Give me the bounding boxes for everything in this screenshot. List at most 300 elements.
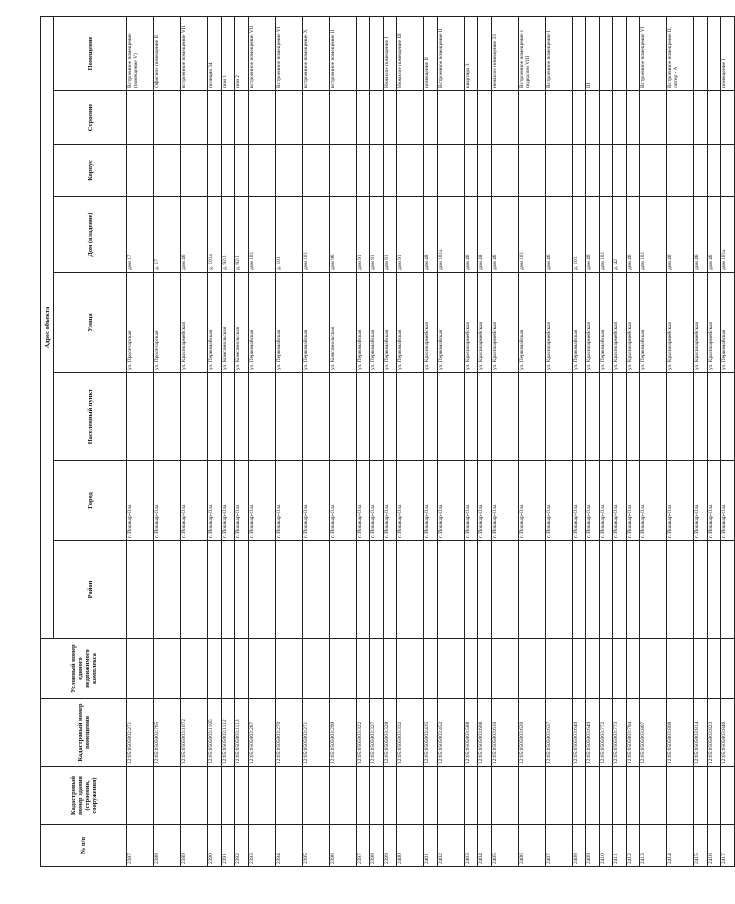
cell-building-cadastral (397, 767, 424, 825)
cell-settlement (491, 373, 518, 461)
cell-district (383, 541, 397, 639)
cell-settlement (545, 373, 572, 461)
cell-settlement (181, 373, 208, 461)
cell-structure (424, 91, 438, 145)
cell-district (613, 541, 627, 639)
cell-conditional-number (397, 639, 424, 699)
cell-conditional-number (329, 639, 356, 699)
cell-house: дом 48 (424, 197, 438, 273)
cell-room: встроенное помещение VII (248, 16, 275, 90)
cell-num: 2409 (586, 825, 600, 867)
cell-settlement (329, 373, 356, 461)
table-row (545, 16, 572, 866)
cell-house: дом 46 (694, 197, 708, 273)
table-row (181, 16, 208, 866)
cell-city: г. Йошкар-Ола (518, 461, 545, 541)
cell-room: помещение II (424, 16, 438, 90)
cell-house: дом 101а (721, 197, 735, 273)
cell-building (370, 145, 384, 197)
cell-settlement (208, 373, 222, 461)
cell-street: ул. Комсомольская (221, 273, 235, 373)
cell-conditional-number (478, 639, 492, 699)
cell-num: 2387 (127, 825, 154, 867)
table-row (329, 16, 356, 866)
cell-room: Встроенное помещение I (545, 16, 572, 90)
cell-conditional-number (518, 639, 545, 699)
cell-district (478, 541, 492, 639)
cell-house: дом 91 (397, 197, 424, 273)
cell-room-cadastral: 12:05:0505003:807 (640, 699, 667, 767)
cell-house: дом 46 (545, 197, 572, 273)
cell-settlement (626, 373, 640, 461)
header-district: Район (54, 541, 127, 639)
cell-settlement (613, 373, 627, 461)
cell-district (572, 541, 586, 639)
cell-room-cadastral: 12:05:0505003:846 (721, 699, 735, 767)
cell-city: г. Йошкар-Ола (721, 461, 735, 541)
cell-settlement (586, 373, 600, 461)
table-row (397, 16, 424, 866)
cell-city: г. Йошкар-Ола (586, 461, 600, 541)
cell-district (181, 541, 208, 639)
cell-structure (370, 91, 384, 145)
cell-room: Встроенное помещение II, литер - А (667, 16, 694, 90)
cell-building-cadastral (302, 767, 329, 825)
cell-house: д. 92/1 (235, 197, 249, 273)
cell-structure (464, 91, 478, 145)
cell-num: 2391 (221, 825, 235, 867)
cell-building-cadastral (127, 767, 154, 825)
table-row (640, 16, 667, 866)
cell-district (599, 541, 613, 639)
cell-room (613, 16, 627, 90)
cell-building-cadastral (275, 767, 302, 825)
cell-building (383, 145, 397, 197)
cell-city: г. Йошкар-Ола (478, 461, 492, 541)
cell-building (248, 145, 275, 197)
cell-room-cadastral: 12:05:0505003:814 (694, 699, 708, 767)
cell-building-cadastral (181, 767, 208, 825)
cell-district (302, 541, 329, 639)
cell-room-cadastral: 12:05:0505003:794 (626, 699, 640, 767)
cell-district (437, 541, 464, 639)
cell-room: Офисное помещение II (154, 16, 181, 90)
cell-conditional-number (302, 639, 329, 699)
cell-settlement (694, 373, 708, 461)
cell-num: 2388 (154, 825, 181, 867)
header-building-cadastral: Кадастровый номер здания (строения, сооружения) (41, 767, 127, 825)
property-table (40, 16, 735, 867)
cell-building-cadastral (545, 767, 572, 825)
cell-room (626, 16, 640, 90)
cell-house: дом 101а (437, 197, 464, 273)
cell-room-cadastral: 12:05:0505003:772 (599, 699, 613, 767)
cell-conditional-number (613, 639, 627, 699)
cell-room-cadastral: 12:05:0505003:588 (464, 699, 478, 767)
cell-num: 2397 (356, 825, 370, 867)
cell-structure (181, 91, 208, 145)
cell-house: д. 92/1 (221, 197, 235, 273)
cell-building-cadastral (154, 767, 181, 825)
cell-room: квартира 3 (464, 16, 478, 90)
cell-settlement (518, 373, 545, 461)
cell-room-cadastral: 12:05:0505003:267 (248, 699, 275, 767)
table-row (586, 16, 600, 866)
table-row (437, 16, 464, 866)
cell-building (235, 145, 249, 197)
cell-street: ул. Первомайская (208, 273, 222, 373)
cell-room: Встроенное помещение II (437, 16, 464, 90)
cell-city: г. Йошкар-Ола (329, 461, 356, 541)
cell-house: дом 91 (383, 197, 397, 273)
cell-room-cadastral: 12:05:0505003:823 (707, 699, 721, 767)
table-row (248, 16, 275, 866)
cell-building-cadastral (208, 767, 222, 825)
cell-room: нежилое помещение 33 (491, 16, 518, 90)
cell-building (154, 145, 181, 197)
cell-street: ул. Красноармейская (491, 273, 518, 373)
cell-street: ул. Первомайская (437, 273, 464, 373)
cell-city: г. Йошкар-Ола (302, 461, 329, 541)
cell-structure (721, 91, 735, 145)
cell-structure (275, 91, 302, 145)
cell-conditional-number (572, 639, 586, 699)
cell-structure (235, 91, 249, 145)
cell-num: 2408 (572, 825, 586, 867)
cell-room-cadastral: 12:05:0505003:608 (478, 699, 492, 767)
cell-room-cadastral: 12:05:0505003:270 (275, 699, 302, 767)
table-row (491, 16, 518, 866)
cell-house: дом 96 (329, 197, 356, 273)
cell-structure (518, 91, 545, 145)
table-row (370, 16, 384, 866)
cell-num: 2415 (694, 825, 708, 867)
cell-conditional-number (275, 639, 302, 699)
cell-street: ул. Пролетарская (154, 273, 181, 373)
cell-structure (667, 91, 694, 145)
cell-street: ул. Первомайская (275, 273, 302, 373)
table-row (208, 16, 222, 866)
cell-building (640, 145, 667, 197)
cell-room-cadastral: 12:05:0505003:328 (383, 699, 397, 767)
header-num: № п/п (41, 825, 127, 867)
cell-city: г. Йошкар-Ола (694, 461, 708, 541)
table-row (127, 16, 154, 866)
cell-building-cadastral (329, 767, 356, 825)
cell-building (302, 145, 329, 197)
cell-num: 2396 (329, 825, 356, 867)
cell-conditional-number (667, 639, 694, 699)
cell-building (478, 145, 492, 197)
cell-conditional-number (437, 639, 464, 699)
cell-conditional-number (356, 639, 370, 699)
cell-building (491, 145, 518, 197)
cell-building (721, 145, 735, 197)
cell-building-cadastral (491, 767, 518, 825)
header-house: Дом (владение) (54, 197, 127, 273)
cell-house: дом 17 (127, 197, 154, 273)
cell-building (437, 145, 464, 197)
cell-city: г. Йошкар-Ола (707, 461, 721, 541)
cell-district (640, 541, 667, 639)
cell-house: дом 91 (356, 197, 370, 273)
cell-room (694, 16, 708, 90)
cell-district (464, 541, 478, 639)
cell-settlement (383, 373, 397, 461)
cell-building (356, 145, 370, 197)
cell-room (478, 16, 492, 90)
cell-building (518, 145, 545, 197)
cell-district (491, 541, 518, 639)
cell-conditional-number (221, 639, 235, 699)
cell-structure (154, 91, 181, 145)
table-row (518, 16, 545, 866)
cell-street: ул. Красноармейская (613, 273, 627, 373)
cell-structure (127, 91, 154, 145)
cell-house: дом 101 (599, 197, 613, 273)
cell-district (248, 541, 275, 639)
cell-settlement (478, 373, 492, 461)
cell-room: Нежилое помещение III (397, 16, 424, 90)
cell-structure (572, 91, 586, 145)
cell-house: д. 17 (154, 197, 181, 273)
cell-building-cadastral (370, 767, 384, 825)
cell-settlement (356, 373, 370, 461)
cell-structure (640, 91, 667, 145)
cell-room-cadastral: 12:05:0505003:271 (302, 699, 329, 767)
cell-room-cadastral: 12:05:0505003:640 (572, 699, 586, 767)
cell-room: встроенное помещение II (329, 16, 356, 90)
cell-conditional-number (640, 639, 667, 699)
cell-num: 2411 (613, 825, 627, 867)
cell-building-cadastral (707, 767, 721, 825)
cell-num: 2390 (208, 825, 222, 867)
cell-building-cadastral (464, 767, 478, 825)
cell-settlement (667, 373, 694, 461)
cell-settlement (599, 373, 613, 461)
cell-building-cadastral (235, 767, 249, 825)
cell-room: пом 2 (235, 16, 249, 90)
cell-room-cadastral: 12:05:0505003:637 (545, 699, 572, 767)
cell-building-cadastral (667, 767, 694, 825)
cell-building-cadastral (599, 767, 613, 825)
cell-num: 2413 (640, 825, 667, 867)
cell-street: ул. Красноармейская (667, 273, 694, 373)
cell-structure (613, 91, 627, 145)
cell-district (626, 541, 640, 639)
cell-conditional-number (721, 639, 735, 699)
cell-room: Встроенное помещение с подвалом VIII (518, 16, 545, 90)
cell-city: г. Йошкар-Ола (667, 461, 694, 541)
cell-num: 2400 (397, 825, 424, 867)
cell-settlement (437, 373, 464, 461)
cell-house: дом 46 (491, 197, 518, 273)
cell-conditional-number (208, 639, 222, 699)
cell-num: 2406 (518, 825, 545, 867)
cell-building-cadastral (586, 767, 600, 825)
cell-street: ул. Первомайская (599, 273, 613, 373)
table-body (127, 16, 735, 866)
table-row (302, 16, 329, 866)
cell-street: ул. Комсомольская (235, 273, 249, 373)
cell-district (518, 541, 545, 639)
cell-city: г. Йошкар-Ола (626, 461, 640, 541)
cell-house: д. 101а (208, 197, 222, 273)
cell-district (127, 541, 154, 639)
cell-room-cadastral: 12:05:0505003:435 (424, 699, 438, 767)
cell-building-cadastral (626, 767, 640, 825)
cell-city: г. Йошкар-Ола (464, 461, 478, 541)
cell-room-cadastral: 12:05:0505003:808 (667, 699, 694, 767)
cell-structure (208, 91, 222, 145)
cell-building (464, 145, 478, 197)
table-row (721, 16, 735, 866)
cell-structure (707, 91, 721, 145)
header-conditional-number: Условный номер единого недвижимого комплекса (41, 639, 127, 699)
cell-district (235, 541, 249, 639)
cell-num: 2414 (667, 825, 694, 867)
cell-num: 2393 (248, 825, 275, 867)
cell-building (667, 145, 694, 197)
table-row (424, 16, 438, 866)
cell-district (424, 541, 438, 639)
cell-building (424, 145, 438, 197)
cell-building-cadastral (721, 767, 735, 825)
cell-district (721, 541, 735, 639)
cell-district (275, 541, 302, 639)
cell-city: г. Йошкар-Ола (383, 461, 397, 541)
cell-building (127, 145, 154, 197)
cell-city: г. Йошкар-Ола (275, 461, 302, 541)
cell-street: ул. Первомайская (640, 273, 667, 373)
cell-room-cadastral: 12:05:0505002:271 (127, 699, 154, 767)
cell-structure (397, 91, 424, 145)
cell-num: 2402 (437, 825, 464, 867)
cell-settlement (464, 373, 478, 461)
cell-city: г. Йошкар-Ола (613, 461, 627, 541)
cell-conditional-number (464, 639, 478, 699)
cell-conditional-number (370, 639, 384, 699)
cell-structure (329, 91, 356, 145)
cell-street: ул. Комсомольская (329, 273, 356, 373)
cell-building-cadastral (478, 767, 492, 825)
cell-building (275, 145, 302, 197)
cell-settlement (221, 373, 235, 461)
table-row (235, 16, 249, 866)
cell-street: ул. Красноармейская (424, 273, 438, 373)
cell-settlement (640, 373, 667, 461)
cell-house: дом 46 (707, 197, 721, 273)
cell-building-cadastral (437, 767, 464, 825)
cell-room: III (586, 16, 600, 90)
cell-conditional-number (181, 639, 208, 699)
cell-house: д. 42 (613, 197, 627, 273)
cell-city: г. Йошкар-Ола (640, 461, 667, 541)
cell-room-cadastral: 12:05:0505003:1105 (208, 699, 222, 767)
cell-building-cadastral (383, 767, 397, 825)
cell-room (572, 16, 586, 90)
cell-num: 2394 (275, 825, 302, 867)
cell-district (667, 541, 694, 639)
cell-settlement (127, 373, 154, 461)
cell-street: ул. Красноармейская (694, 273, 708, 373)
header-settlement: Населенный пункт (54, 373, 127, 461)
cell-district (329, 541, 356, 639)
cell-city: г. Йошкар-Ола (572, 461, 586, 541)
cell-room: пом 1 (221, 16, 235, 90)
cell-room: встроенное помещение VII (181, 16, 208, 90)
cell-structure (626, 91, 640, 145)
cell-house: дом 48 (478, 197, 492, 273)
table-row (572, 16, 586, 866)
cell-num: 2389 (181, 825, 208, 867)
cell-conditional-number (235, 639, 249, 699)
cell-settlement (154, 373, 181, 461)
cell-room (370, 16, 384, 90)
cell-structure (491, 91, 518, 145)
cell-house: дом 46 (626, 197, 640, 273)
cell-conditional-number (127, 639, 154, 699)
cell-city: г. Йошкар-Ола (221, 461, 235, 541)
cell-num: 2404 (478, 825, 492, 867)
header-street: Улица (54, 273, 127, 373)
cell-street: ул. Пролетарская (127, 273, 154, 373)
cell-structure (302, 91, 329, 145)
cell-settlement (397, 373, 424, 461)
cell-num: 2392 (235, 825, 249, 867)
cell-street: ул. Первомайская (370, 273, 384, 373)
cell-house: дом 40 (586, 197, 600, 273)
header-building: Корпус (54, 145, 127, 197)
cell-conditional-number (626, 639, 640, 699)
table-row (667, 16, 694, 866)
cell-house: дом 101 (640, 197, 667, 273)
cell-room-cadastral: 12:05:0505003:773 (613, 699, 627, 767)
cell-building (181, 145, 208, 197)
cell-district (694, 541, 708, 639)
cell-district (154, 541, 181, 639)
cell-street: ул. Красноармейская (707, 273, 721, 373)
cell-district (356, 541, 370, 639)
cell-building (397, 145, 424, 197)
cell-street: ул. Первомайская (721, 273, 735, 373)
cell-structure (383, 91, 397, 145)
header-room: Помещение (54, 16, 127, 90)
cell-settlement (572, 373, 586, 461)
header-city: Город (54, 461, 127, 541)
cell-structure (586, 91, 600, 145)
table-row (694, 16, 708, 866)
cell-street: ул. Первомайская (383, 273, 397, 373)
cell-house: д. 101 (275, 197, 302, 273)
cell-building (707, 145, 721, 197)
cell-structure (221, 91, 235, 145)
cell-building-cadastral (572, 767, 586, 825)
cell-structure (356, 91, 370, 145)
table-row (221, 16, 235, 866)
cell-street: ул. Первомайская (356, 273, 370, 373)
cell-room-cadastral: 12:05:0505003:332 (397, 699, 424, 767)
cell-building-cadastral (248, 767, 275, 825)
cell-house: дом 101 (248, 197, 275, 273)
cell-settlement (248, 373, 275, 461)
cell-room-cadastral: 12:05:0505003:299 (329, 699, 356, 767)
cell-room: Встроенное помещение VI (640, 16, 667, 90)
cell-building-cadastral (356, 767, 370, 825)
cell-settlement (275, 373, 302, 461)
cell-conditional-number (586, 639, 600, 699)
header-structure: Строение (54, 91, 127, 145)
